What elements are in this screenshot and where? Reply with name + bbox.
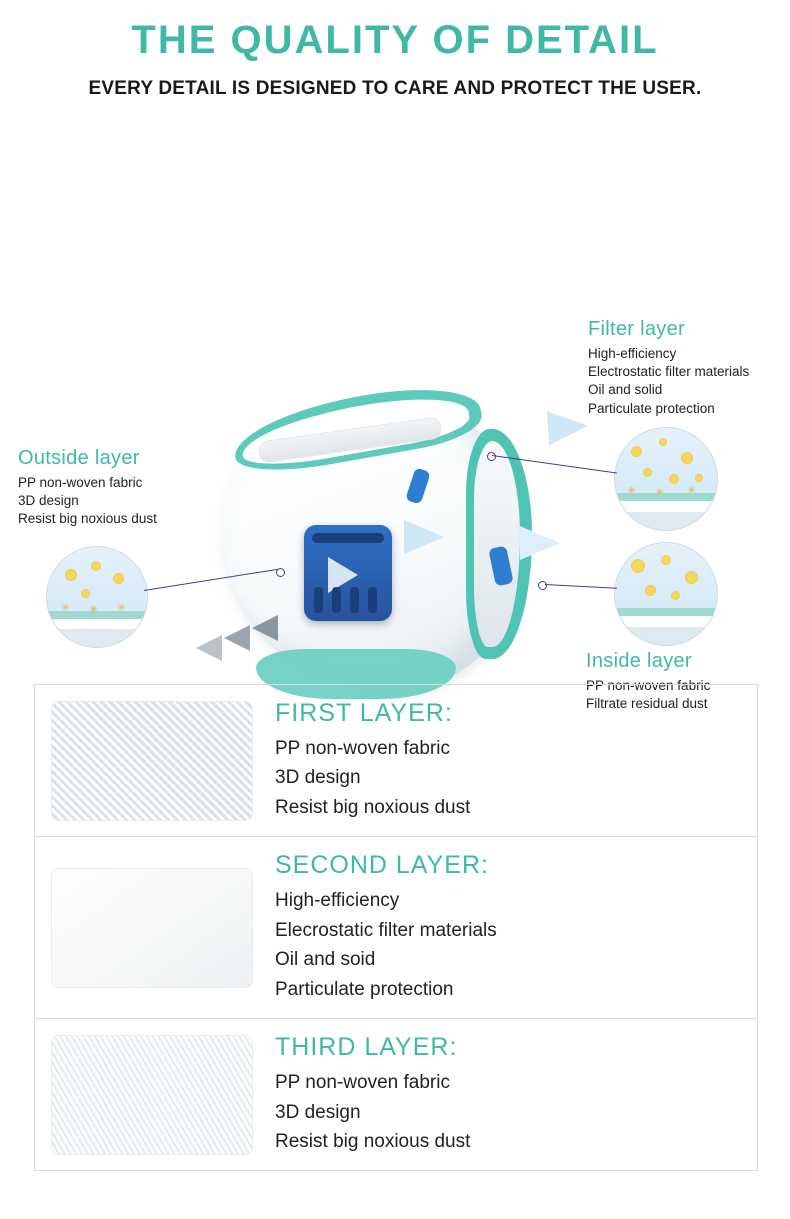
third-layer-material-swatch <box>51 1035 253 1155</box>
particle-icon <box>661 555 671 565</box>
bubble-background <box>615 543 717 608</box>
particle-icon <box>681 452 693 464</box>
card-line: PP non-woven fabric <box>275 1072 450 1094</box>
germ-icon: ✳ <box>117 602 127 614</box>
airflow-arrow-icon <box>224 625 250 651</box>
callout-line: High-efficiency <box>588 346 677 361</box>
card-line: 3D design <box>275 767 361 789</box>
germ-icon: ✳ <box>89 604 99 616</box>
second-layer-material-swatch <box>51 868 253 988</box>
layer-card-list <box>34 684 758 1171</box>
filter-airflow-arrow-icon <box>520 526 560 560</box>
particle-icon <box>659 438 667 446</box>
connector-node <box>538 581 547 590</box>
particle-icon <box>671 591 680 600</box>
valve-slot <box>368 587 377 613</box>
bubble-background <box>615 428 717 493</box>
layer-card <box>35 685 757 837</box>
filter-layer-detail-bubble <box>614 427 718 531</box>
callout-line: PP non-woven fabric <box>18 475 143 490</box>
airflow-arrow-icon <box>252 615 278 641</box>
germ-icon: ✳ <box>627 485 637 497</box>
card-line: Particulate protection <box>275 978 454 1000</box>
layer-card <box>35 837 757 1019</box>
callout-filter-layer <box>588 318 788 418</box>
page-title: THE QUALITY OF DETAIL <box>131 18 659 62</box>
header <box>0 0 790 100</box>
particle-icon <box>695 474 703 482</box>
filter-airflow-arrow-icon <box>547 409 589 446</box>
card-line: Elecrostatic filter materials <box>275 919 497 941</box>
callout-title: Filter layer <box>588 318 685 340</box>
bubble-layer-grey <box>615 512 717 530</box>
particle-icon <box>113 573 124 584</box>
germ-icon: ✳ <box>687 485 697 497</box>
bubble-layer-white <box>47 619 147 629</box>
callout-line: Resist big noxious dust <box>18 511 157 527</box>
germ-icon: ✳ <box>61 602 71 614</box>
bubble-layer-white <box>615 616 717 626</box>
respirator-mask-illustration <box>196 377 556 717</box>
card-title: SECOND LAYER: <box>275 851 489 880</box>
callout-title: Outside layer <box>18 447 140 469</box>
valve-slot <box>332 587 341 613</box>
card-line: Resist big noxious dust <box>275 1130 471 1152</box>
first-layer-material-swatch <box>51 701 253 821</box>
particle-icon <box>91 561 101 571</box>
third-layer-text <box>275 1033 741 1156</box>
particle-icon <box>631 559 645 573</box>
particle-icon <box>65 569 77 581</box>
valve-slot <box>350 587 359 613</box>
filter-airflow-arrow-icon <box>404 520 444 554</box>
card-title: FIRST LAYER: <box>275 699 453 727</box>
callout-line: Oil and solid <box>588 382 663 398</box>
card-line: Resist big noxious dust <box>275 796 471 818</box>
callout-title: Inside layer <box>586 650 692 672</box>
outside-layer-detail-bubble <box>46 546 148 648</box>
particle-icon <box>81 589 90 598</box>
particle-icon <box>685 571 698 584</box>
bubble-layer-grey <box>47 629 147 647</box>
callout-line: Particulate protection <box>588 400 715 416</box>
callout-line: PP non-woven fabric <box>586 678 711 693</box>
particle-icon <box>645 585 656 596</box>
card-line: 3D design <box>275 1101 361 1123</box>
callout-line: Filtrate residual dust <box>586 696 708 712</box>
particle-icon <box>643 468 652 477</box>
page-subtitle: EVERY DETAIL IS DESIGNED TO CARE AND PROTECT THE USER. <box>88 78 702 99</box>
germ-icon: ✳ <box>655 487 665 499</box>
mask-diagram <box>0 122 790 712</box>
card-title: THIRD LAYER: <box>275 1033 458 1062</box>
particle-icon <box>669 474 679 484</box>
inside-layer-detail-bubble <box>614 542 718 646</box>
second-layer-text <box>275 851 741 1004</box>
bubble-layer-grey <box>615 627 717 645</box>
card-line: High-efficiency <box>275 890 400 912</box>
bubble-layer-teal <box>615 608 717 616</box>
first-layer-text <box>275 699 741 822</box>
layer-card <box>35 1019 757 1170</box>
valve-slot <box>314 587 323 613</box>
callout-line: 3D design <box>18 493 79 509</box>
airflow-arrow-icon <box>196 635 222 661</box>
valve-grille <box>312 533 384 543</box>
card-line: Oil and soid <box>275 949 376 971</box>
exhalation-valve <box>304 525 392 621</box>
callout-line: Electrostatic filter materials <box>588 364 750 380</box>
callout-outside-layer <box>18 447 218 529</box>
card-line: PP non-woven fabric <box>275 738 450 759</box>
particle-icon <box>631 446 642 457</box>
bubble-layer-white <box>615 501 717 511</box>
